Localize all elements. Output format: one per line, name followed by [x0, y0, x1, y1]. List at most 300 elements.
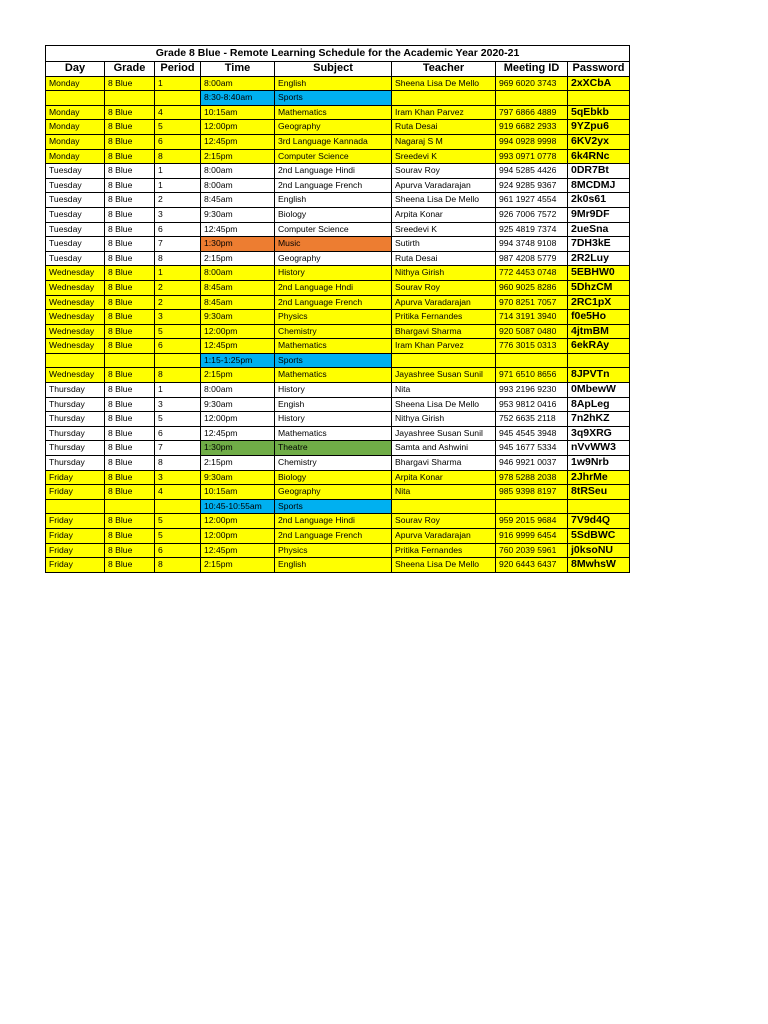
- day-cell: Monday: [46, 76, 105, 91]
- day-cell: Thursday: [46, 456, 105, 471]
- teacher-cell: Apurva Varadarajan: [392, 178, 496, 193]
- time-cell: 9:30am: [201, 310, 275, 325]
- password-cell: [568, 499, 630, 514]
- subject-cell: Computer Science: [275, 149, 392, 164]
- day-cell: Monday: [46, 134, 105, 149]
- period-cell: 1: [155, 164, 201, 179]
- grade-cell: 8 Blue: [105, 412, 155, 427]
- teacher-cell: Nita: [392, 485, 496, 500]
- teacher-cell: [392, 499, 496, 514]
- subject-cell: Geography: [275, 485, 392, 500]
- subject-cell: Chemistry: [275, 324, 392, 339]
- period-cell: 5: [155, 120, 201, 135]
- teacher-cell: Sheena Lisa De Mello: [392, 558, 496, 573]
- password-cell: 8JPVTn: [568, 368, 630, 383]
- table-row: [46, 514, 630, 529]
- grade-cell: [105, 499, 155, 514]
- table-row: [46, 76, 630, 91]
- time-cell: 9:30am: [201, 470, 275, 485]
- teacher-cell: Apurva Varadarajan: [392, 529, 496, 544]
- header-period: Period: [155, 62, 201, 77]
- password-cell: 5SdBWC: [568, 529, 630, 544]
- day-cell: Wednesday: [46, 266, 105, 281]
- grade-cell: 8 Blue: [105, 514, 155, 529]
- grade-cell: 8 Blue: [105, 368, 155, 383]
- grade-cell: 8 Blue: [105, 543, 155, 558]
- grade-cell: 8 Blue: [105, 149, 155, 164]
- password-cell: 2k0s61: [568, 193, 630, 208]
- day-cell: Tuesday: [46, 251, 105, 266]
- sheet-title: Grade 8 Blue - Remote Learning Schedule for the Academic Year 2020-21: [46, 46, 630, 62]
- grade-cell: 8 Blue: [105, 280, 155, 295]
- grade-cell: 8 Blue: [105, 164, 155, 179]
- password-cell: 2RC1pX: [568, 295, 630, 310]
- period-cell: 4: [155, 485, 201, 500]
- teacher-cell: [392, 91, 496, 106]
- table-row: [46, 383, 630, 398]
- meeting-id-cell: 752 6635 2118: [496, 412, 568, 427]
- teacher-cell: Sourav Roy: [392, 280, 496, 295]
- meeting-id-cell: 945 4545 3948: [496, 426, 568, 441]
- table-row: [46, 105, 630, 120]
- period-cell: [155, 353, 201, 368]
- day-cell: Tuesday: [46, 237, 105, 252]
- header-subject: Subject: [275, 62, 392, 77]
- subject-cell: Theatre: [275, 441, 392, 456]
- grade-cell: 8 Blue: [105, 324, 155, 339]
- day-cell: Thursday: [46, 383, 105, 398]
- day-cell: Tuesday: [46, 178, 105, 193]
- teacher-cell: Sutirth: [392, 237, 496, 252]
- period-cell: 3: [155, 397, 201, 412]
- subject-cell: 2nd Language Hndi: [275, 280, 392, 295]
- meeting-id-cell: 760 2039 5961: [496, 543, 568, 558]
- meeting-id-cell: 714 3191 3940: [496, 310, 568, 325]
- teacher-cell: Iram Khan Parvez: [392, 105, 496, 120]
- grade-cell: 8 Blue: [105, 485, 155, 500]
- table-row: [46, 412, 630, 427]
- password-cell: 7n2hKZ: [568, 412, 630, 427]
- day-cell: Friday: [46, 470, 105, 485]
- teacher-cell: Nagaraj S M: [392, 134, 496, 149]
- time-cell: 1:30pm: [201, 237, 275, 252]
- period-cell: 1: [155, 266, 201, 281]
- table-row: [46, 237, 630, 252]
- teacher-cell: Jayashree Susan Sunil: [392, 426, 496, 441]
- table-row: [46, 339, 630, 354]
- meeting-id-cell: 946 9921 0037: [496, 456, 568, 471]
- subject-cell: Mathematics: [275, 368, 392, 383]
- password-cell: 6k4RNc: [568, 149, 630, 164]
- grade-cell: 8 Blue: [105, 251, 155, 266]
- meeting-id-cell: [496, 91, 568, 106]
- meeting-id-cell: 920 6443 6437: [496, 558, 568, 573]
- table-row: [46, 529, 630, 544]
- subject-cell: Mathematics: [275, 105, 392, 120]
- period-cell: 6: [155, 543, 201, 558]
- time-cell: 12:00pm: [201, 324, 275, 339]
- teacher-cell: Nithya Girish: [392, 412, 496, 427]
- day-cell: Friday: [46, 485, 105, 500]
- subject-cell: 2nd Language French: [275, 178, 392, 193]
- meeting-id-cell: 993 0971 0778: [496, 149, 568, 164]
- grade-cell: [105, 353, 155, 368]
- password-cell: 7DH3kE: [568, 237, 630, 252]
- password-cell: 3q9XRG: [568, 426, 630, 441]
- time-cell: 2:15pm: [201, 149, 275, 164]
- password-cell: 5qEbkb: [568, 105, 630, 120]
- time-cell: 8:45am: [201, 295, 275, 310]
- table-row: [46, 280, 630, 295]
- time-cell: 8:00am: [201, 266, 275, 281]
- time-cell: 8:00am: [201, 164, 275, 179]
- time-cell: 8:00am: [201, 76, 275, 91]
- table-row: [46, 368, 630, 383]
- grade-cell: 8 Blue: [105, 426, 155, 441]
- time-cell: 12:00pm: [201, 412, 275, 427]
- grade-cell: 8 Blue: [105, 339, 155, 354]
- subject-cell: Computer Science: [275, 222, 392, 237]
- meeting-id-cell: 916 9999 6454: [496, 529, 568, 544]
- teacher-cell: Sheena Lisa De Mello: [392, 193, 496, 208]
- time-cell: 8:00am: [201, 178, 275, 193]
- period-cell: 8: [155, 251, 201, 266]
- meeting-id-cell: 994 0928 9998: [496, 134, 568, 149]
- schedule-rows: [46, 76, 630, 572]
- subject-cell: English: [275, 558, 392, 573]
- table-row: [46, 207, 630, 222]
- grade-cell: 8 Blue: [105, 470, 155, 485]
- subject-cell: English: [275, 193, 392, 208]
- table-row: [46, 324, 630, 339]
- meeting-id-cell: [496, 499, 568, 514]
- subject-cell: 3rd Language Kannada: [275, 134, 392, 149]
- teacher-cell: Arpita Konar: [392, 470, 496, 485]
- time-cell: 8:45am: [201, 193, 275, 208]
- time-cell: 1:15-1:25pm: [201, 353, 275, 368]
- day-cell: [46, 91, 105, 106]
- period-cell: 2: [155, 193, 201, 208]
- meeting-id-cell: 920 5087 0480: [496, 324, 568, 339]
- time-cell: 12:00pm: [201, 120, 275, 135]
- grade-cell: 8 Blue: [105, 383, 155, 398]
- meeting-id-cell: 776 3015 0313: [496, 339, 568, 354]
- grade-cell: 8 Blue: [105, 193, 155, 208]
- password-cell: 2ueSna: [568, 222, 630, 237]
- meeting-id-cell: 960 9025 8286: [496, 280, 568, 295]
- subject-cell: Sports: [275, 353, 392, 368]
- period-cell: 3: [155, 207, 201, 222]
- period-cell: 7: [155, 441, 201, 456]
- password-cell: nVvWW3: [568, 441, 630, 456]
- password-cell: [568, 91, 630, 106]
- teacher-cell: Ruta Desai: [392, 120, 496, 135]
- table-row: [46, 178, 630, 193]
- table-row: [46, 251, 630, 266]
- teacher-cell: Iram Khan Parvez: [392, 339, 496, 354]
- table-row: [46, 164, 630, 179]
- teacher-cell: Pritika Fernandes: [392, 543, 496, 558]
- day-cell: Wednesday: [46, 295, 105, 310]
- teacher-cell: Sreedevi K: [392, 222, 496, 237]
- period-cell: 8: [155, 558, 201, 573]
- subject-cell: 2nd Language Hindi: [275, 164, 392, 179]
- meeting-id-cell: 959 2015 9684: [496, 514, 568, 529]
- subject-cell: History: [275, 266, 392, 281]
- day-cell: Thursday: [46, 426, 105, 441]
- table-row: [46, 310, 630, 325]
- teacher-cell: Nithya Girish: [392, 266, 496, 281]
- table-row: [46, 441, 630, 456]
- time-cell: 8:30-8:40am: [201, 91, 275, 106]
- password-cell: 9Mr9DF: [568, 207, 630, 222]
- password-cell: 8MCDMJ: [568, 178, 630, 193]
- meeting-id-cell: 919 6682 2933: [496, 120, 568, 135]
- day-cell: Monday: [46, 120, 105, 135]
- table-row: [46, 397, 630, 412]
- period-cell: 5: [155, 324, 201, 339]
- table-row: [46, 456, 630, 471]
- time-cell: 12:45pm: [201, 222, 275, 237]
- subject-cell: Geography: [275, 120, 392, 135]
- subject-cell: Chemistry: [275, 456, 392, 471]
- password-cell: 6ekRAy: [568, 339, 630, 354]
- meeting-id-cell: 993 2196 9230: [496, 383, 568, 398]
- table-row: [46, 470, 630, 485]
- meeting-id-cell: 772 4453 0748: [496, 266, 568, 281]
- table-row: [46, 426, 630, 441]
- header-row: [46, 62, 630, 77]
- period-cell: [155, 499, 201, 514]
- period-cell: 6: [155, 222, 201, 237]
- password-cell: 5DhzCM: [568, 280, 630, 295]
- grade-cell: 8 Blue: [105, 237, 155, 252]
- meeting-id-cell: [496, 353, 568, 368]
- table-row: [46, 485, 630, 500]
- teacher-cell: Jayashree Susan Sunil: [392, 368, 496, 383]
- day-cell: Friday: [46, 558, 105, 573]
- password-cell: 5EBHW0: [568, 266, 630, 281]
- teacher-cell: Sourav Roy: [392, 514, 496, 529]
- grade-cell: 8 Blue: [105, 441, 155, 456]
- time-cell: 2:15pm: [201, 558, 275, 573]
- subject-cell: Geography: [275, 251, 392, 266]
- header-grade: Grade: [105, 62, 155, 77]
- day-cell: Tuesday: [46, 193, 105, 208]
- meeting-id-cell: 945 1677 5334: [496, 441, 568, 456]
- period-cell: 5: [155, 514, 201, 529]
- subject-cell: Sports: [275, 499, 392, 514]
- time-cell: 8:45am: [201, 280, 275, 295]
- meeting-id-cell: 924 9285 9367: [496, 178, 568, 193]
- table-row: [46, 91, 630, 106]
- day-cell: Monday: [46, 149, 105, 164]
- password-cell: 1w9Nrb: [568, 456, 630, 471]
- period-cell: 2: [155, 280, 201, 295]
- grade-cell: 8 Blue: [105, 178, 155, 193]
- password-cell: 8tRSeu: [568, 485, 630, 500]
- teacher-cell: Pritika Fernandes: [392, 310, 496, 325]
- time-cell: 2:15pm: [201, 251, 275, 266]
- period-cell: 8: [155, 368, 201, 383]
- grade-cell: 8 Blue: [105, 397, 155, 412]
- period-cell: 8: [155, 149, 201, 164]
- password-cell: 9YZpu6: [568, 120, 630, 135]
- table-row: [46, 543, 630, 558]
- teacher-cell: Bhargavi Sharma: [392, 456, 496, 471]
- period-cell: 1: [155, 76, 201, 91]
- period-cell: 3: [155, 310, 201, 325]
- password-cell: j0ksoNU: [568, 543, 630, 558]
- meeting-id-cell: 953 9812 0416: [496, 397, 568, 412]
- time-cell: 10:45-10:55am: [201, 499, 275, 514]
- subject-cell: Physics: [275, 543, 392, 558]
- period-cell: 5: [155, 412, 201, 427]
- time-cell: 10:15am: [201, 105, 275, 120]
- meeting-id-cell: 925 4819 7374: [496, 222, 568, 237]
- subject-cell: 2nd Language French: [275, 295, 392, 310]
- password-cell: f0e5Ho: [568, 310, 630, 325]
- teacher-cell: Bhargavi Sharma: [392, 324, 496, 339]
- day-cell: Friday: [46, 529, 105, 544]
- time-cell: 12:45pm: [201, 134, 275, 149]
- grade-cell: 8 Blue: [105, 120, 155, 135]
- day-cell: Wednesday: [46, 368, 105, 383]
- table-row: [46, 295, 630, 310]
- meeting-id-cell: 969 6020 3743: [496, 76, 568, 91]
- period-cell: 6: [155, 134, 201, 149]
- table-row: [46, 266, 630, 281]
- subject-cell: Biology: [275, 207, 392, 222]
- table-row: [46, 149, 630, 164]
- teacher-cell: Sheena Lisa De Mello: [392, 76, 496, 91]
- grade-cell: 8 Blue: [105, 222, 155, 237]
- period-cell: 6: [155, 426, 201, 441]
- day-cell: Thursday: [46, 412, 105, 427]
- subject-cell: Physics: [275, 310, 392, 325]
- period-cell: 8: [155, 456, 201, 471]
- time-cell: 12:00pm: [201, 514, 275, 529]
- time-cell: 8:00am: [201, 383, 275, 398]
- table-row: [46, 134, 630, 149]
- period-cell: 1: [155, 383, 201, 398]
- meeting-id-cell: 994 5285 4426: [496, 164, 568, 179]
- teacher-cell: Apurva Varadarajan: [392, 295, 496, 310]
- password-cell: 6KV2yx: [568, 134, 630, 149]
- teacher-cell: Ruta Desai: [392, 251, 496, 266]
- period-cell: 3: [155, 470, 201, 485]
- time-cell: 12:00pm: [201, 529, 275, 544]
- meeting-id-cell: 961 1927 4554: [496, 193, 568, 208]
- period-cell: 4: [155, 105, 201, 120]
- meeting-id-cell: 978 5288 2038: [496, 470, 568, 485]
- meeting-id-cell: 971 6510 8656: [496, 368, 568, 383]
- period-cell: 6: [155, 339, 201, 354]
- grade-cell: 8 Blue: [105, 310, 155, 325]
- day-cell: Wednesday: [46, 310, 105, 325]
- subject-cell: English: [275, 76, 392, 91]
- meeting-id-cell: 987 4208 5779: [496, 251, 568, 266]
- day-cell: Thursday: [46, 397, 105, 412]
- grade-cell: 8 Blue: [105, 105, 155, 120]
- table-row: [46, 499, 630, 514]
- grade-cell: [105, 91, 155, 106]
- grade-cell: 8 Blue: [105, 529, 155, 544]
- password-cell: 8ApLeg: [568, 397, 630, 412]
- table-row: [46, 222, 630, 237]
- meeting-id-cell: 994 3748 9108: [496, 237, 568, 252]
- day-cell: Friday: [46, 543, 105, 558]
- grade-cell: 8 Blue: [105, 295, 155, 310]
- subject-cell: History: [275, 383, 392, 398]
- password-cell: 7V9d4Q: [568, 514, 630, 529]
- table-row: [46, 353, 630, 368]
- teacher-cell: Nita: [392, 383, 496, 398]
- day-cell: Wednesday: [46, 339, 105, 354]
- day-cell: Monday: [46, 105, 105, 120]
- subject-cell: Music: [275, 237, 392, 252]
- period-cell: 1: [155, 178, 201, 193]
- password-cell: 2R2Luy: [568, 251, 630, 266]
- teacher-cell: Samta and Ashwini: [392, 441, 496, 456]
- day-cell: Friday: [46, 514, 105, 529]
- day-cell: Tuesday: [46, 207, 105, 222]
- day-cell: Wednesday: [46, 280, 105, 295]
- time-cell: 9:30am: [201, 397, 275, 412]
- teacher-cell: Sourav Roy: [392, 164, 496, 179]
- grade-cell: 8 Blue: [105, 266, 155, 281]
- day-cell: Thursday: [46, 441, 105, 456]
- time-cell: 12:45pm: [201, 543, 275, 558]
- time-cell: 12:45pm: [201, 339, 275, 354]
- grade-cell: 8 Blue: [105, 207, 155, 222]
- subject-cell: 2nd Language French: [275, 529, 392, 544]
- teacher-cell: [392, 353, 496, 368]
- time-cell: 9:30am: [201, 207, 275, 222]
- teacher-cell: Sheena Lisa De Mello: [392, 397, 496, 412]
- subject-cell: Sports: [275, 91, 392, 106]
- subject-cell: 2nd Language Hindi: [275, 514, 392, 529]
- meeting-id-cell: 985 9398 8197: [496, 485, 568, 500]
- header-teacher: Teacher: [392, 62, 496, 77]
- period-cell: 7: [155, 237, 201, 252]
- header-time: Time: [201, 62, 275, 77]
- teacher-cell: Arpita Konar: [392, 207, 496, 222]
- day-cell: Tuesday: [46, 164, 105, 179]
- meeting-id-cell: 797 6866 4889: [496, 105, 568, 120]
- period-cell: 5: [155, 529, 201, 544]
- time-cell: 12:45pm: [201, 426, 275, 441]
- title-row: [46, 46, 630, 62]
- password-cell: 2xXCbA: [568, 76, 630, 91]
- day-cell: Wednesday: [46, 324, 105, 339]
- day-cell: [46, 353, 105, 368]
- time-cell: 2:15pm: [201, 368, 275, 383]
- password-cell: 8MwhsW: [568, 558, 630, 573]
- header-day: Day: [46, 62, 105, 77]
- time-cell: 1:30pm: [201, 441, 275, 456]
- teacher-cell: Sreedevi K: [392, 149, 496, 164]
- grade-cell: 8 Blue: [105, 558, 155, 573]
- period-cell: [155, 91, 201, 106]
- table-row: [46, 558, 630, 573]
- password-cell: 0DR7Bt: [568, 164, 630, 179]
- period-cell: 2: [155, 295, 201, 310]
- grade-cell: 8 Blue: [105, 134, 155, 149]
- table-row: [46, 120, 630, 135]
- subject-cell: Biology: [275, 470, 392, 485]
- subject-cell: Mathematics: [275, 339, 392, 354]
